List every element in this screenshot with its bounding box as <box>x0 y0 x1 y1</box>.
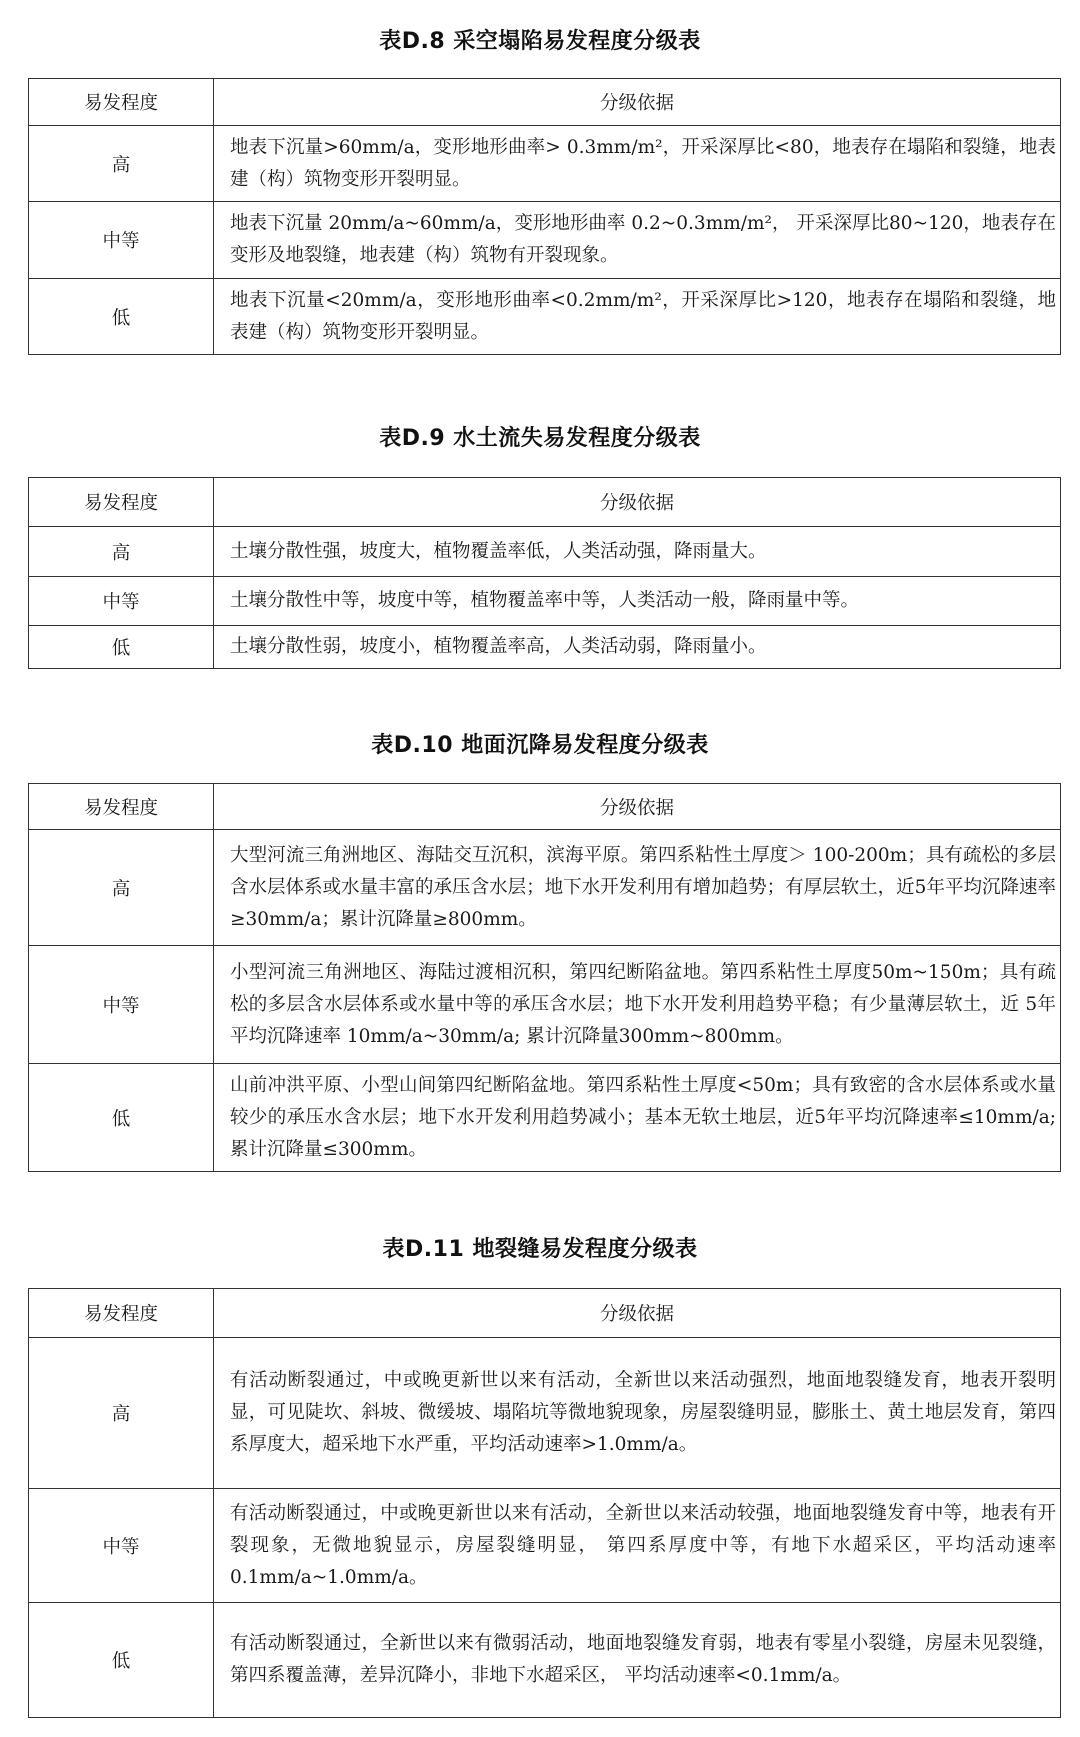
table-row <box>29 1064 1061 1172</box>
table-header-row <box>29 478 1061 527</box>
basis-cell: 地表下沉量<20mm/a，变形地形曲率<0.2mm/m²，开采深厚比>120，地表存在塌陷和裂缝，地表建（构）筑物变形开裂明显。 <box>214 279 1061 355</box>
header-level: 易发程度 <box>29 784 214 830</box>
table-header-row <box>29 784 1061 830</box>
table-d10 <box>28 783 1061 1172</box>
table-d8-caption: 表D.8 采空塌陷易发程度分级表 <box>379 29 701 54</box>
table-row <box>29 577 1061 626</box>
level-cell: 高 <box>29 1338 214 1489</box>
table-row <box>29 527 1061 577</box>
table-row <box>29 202 1061 279</box>
basis-cell: 地表下沉量>60mm/a，变形地形曲率> 0.3mm/m²，开采深厚比<80，地表存在塌陷和裂缝，地表建（构）筑物变形开裂明显。 <box>214 126 1061 202</box>
table-d11 <box>28 1288 1061 1718</box>
table-row <box>29 1489 1061 1603</box>
table-row <box>29 946 1061 1064</box>
header-level: 易发程度 <box>29 1289 214 1338</box>
level-cell: 高 <box>29 527 214 577</box>
header-basis: 分级依据 <box>214 784 1061 830</box>
table-header-row <box>29 79 1061 126</box>
header-level: 易发程度 <box>29 79 214 126</box>
level-cell: 低 <box>29 626 214 669</box>
table-row <box>29 626 1061 669</box>
level-cell: 高 <box>29 126 214 202</box>
table-d10-caption: 表D.10 地面沉降易发程度分级表 <box>371 733 709 758</box>
basis-cell: 有活动断裂通过，中或晚更新世以来有活动，全新世以来活动强烈，地面地裂缝发育，地表开裂明显，可见陡坎、斜坡、微缓坡、塌陷坑等微地貌现象，房屋裂缝明显，膨胀土、黄土地层发育，第四系厚度大，超采地下水严重，平均活动速率>1.0mm/a。 <box>214 1338 1061 1489</box>
level-cell: 中等 <box>29 1489 214 1603</box>
basis-cell: 有活动断裂通过，全新世以来有微弱活动，地面地裂缝发育弱，地表有零星小裂缝，房屋未见裂缝，第四系覆盖薄，差异沉降小，非地下水超采区， 平均活动速率<0.1mm/a。 <box>214 1603 1061 1718</box>
header-level: 易发程度 <box>29 478 214 527</box>
basis-cell: 山前冲洪平原、小型山间第四纪断陷盆地。第四系粘性土厚度<50m；具有致密的含水层体系或水量较少的承压水含水层；地下水开发利用趋势减小；基本无软土地层，近5年平均沉降速率≤10mm/a;累计沉降量≤300mm。 <box>214 1064 1061 1172</box>
basis-cell: 小型河流三角洲地区、海陆过渡相沉积，第四纪断陷盆地。第四系粘性土厚度50m~150m；具有疏松的多层含水层体系或水量中等的承压含水层；地下水开发利用趋势平稳；有少量薄层软土，近 5年平均沉降速率 10mm/a~30mm/a; 累计沉降量300mm~800mm。 <box>214 946 1061 1064</box>
level-cell: 低 <box>29 1064 214 1172</box>
header-basis: 分级依据 <box>214 79 1061 126</box>
table-d9-caption: 表D.9 水土流失易发程度分级表 <box>379 426 701 451</box>
table-row <box>29 830 1061 946</box>
level-cell: 高 <box>29 830 214 946</box>
table-header-row <box>29 1289 1061 1338</box>
header-basis: 分级依据 <box>214 1289 1061 1338</box>
table-d11-caption: 表D.11 地裂缝易发程度分级表 <box>382 1237 698 1262</box>
table-d8 <box>28 78 1061 355</box>
basis-cell: 土壤分散性弱，坡度小，植物覆盖率高，人类活动弱，降雨量小。 <box>214 626 1061 669</box>
table-d9 <box>28 477 1061 669</box>
level-cell: 中等 <box>29 202 214 279</box>
table-row <box>29 126 1061 202</box>
basis-cell: 地表下沉量 20mm/a~60mm/a，变形地形曲率 0.2~0.3mm/m²， 开采深厚比80~120，地表存在变形及地裂缝，地表建（构）筑物有开裂现象。 <box>214 202 1061 279</box>
level-cell: 中等 <box>29 946 214 1064</box>
basis-cell: 土壤分散性强，坡度大，植物覆盖率低，人类活动强，降雨量大。 <box>214 527 1061 577</box>
basis-cell: 土壤分散性中等，坡度中等，植物覆盖率中等，人类活动一般，降雨量中等。 <box>214 577 1061 626</box>
basis-cell: 大型河流三角洲地区、海陆交互沉积，滨海平原。第四系粘性土厚度＞ 100-200m；具有疏松的多层含水层体系或水量丰富的承压含水层；地下水开发利用有增加趋势；有厚层软土，近5年平均沉降速率≥30mm/a；累计沉降量≥800mm。 <box>214 830 1061 946</box>
basis-cell: 有活动断裂通过，中或晚更新世以来有活动，全新世以来活动较强，地面地裂缝发育中等，地表有开裂现象，无微地貌显示，房屋裂缝明显， 第四系厚度中等，有地下水超采区，平均活动速率 0.1mm/a~1.0mm/a。 <box>214 1489 1061 1603</box>
table-row <box>29 1603 1061 1718</box>
level-cell: 低 <box>29 1603 214 1718</box>
header-basis: 分级依据 <box>214 478 1061 527</box>
level-cell: 低 <box>29 279 214 355</box>
table-row <box>29 1338 1061 1489</box>
table-row <box>29 279 1061 355</box>
level-cell: 中等 <box>29 577 214 626</box>
